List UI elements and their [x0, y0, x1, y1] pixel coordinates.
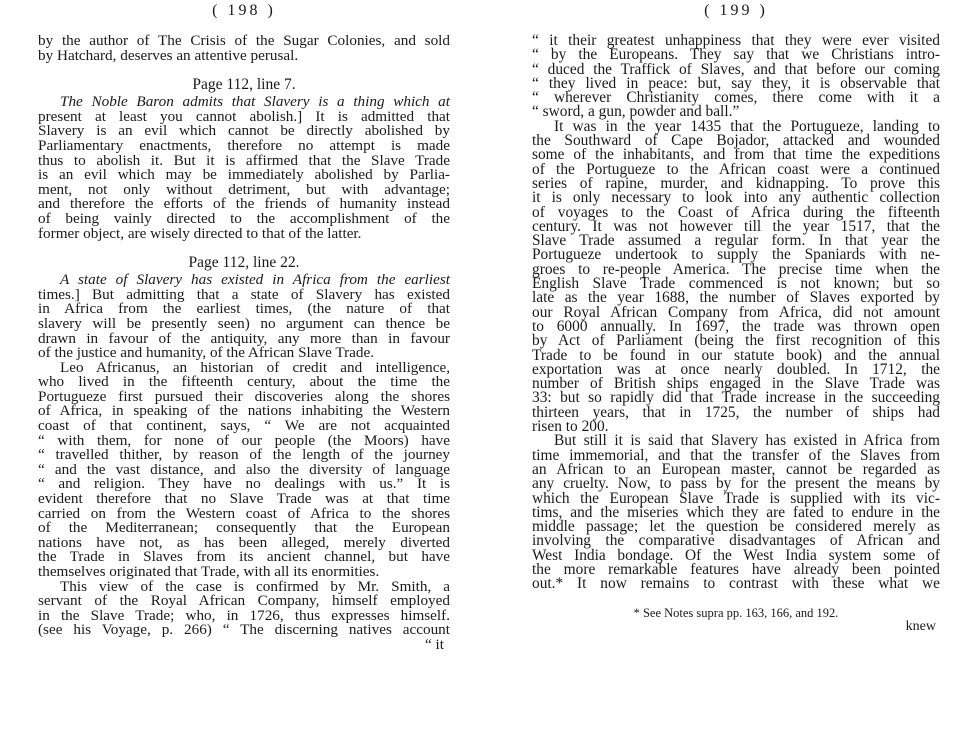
text-line: by Act of Parliament (being the first recognition of this — [532, 332, 940, 350]
text-line: English Slave Trade commenced is not known; but so — [532, 275, 940, 293]
intro-paragraph — [38, 34, 450, 63]
text-line: evident therefore that no Slave Trade was at that time — [38, 490, 450, 508]
text-line: our Royal African Company from Africa, did not amount — [532, 303, 940, 321]
text-line: (see his Voyage, p. 266) “ The discerning natives account — [38, 621, 450, 639]
text-line: of being vainly directed to the accomplishment of the — [38, 209, 450, 227]
text-line: of the Mediterranean; consequently that the European — [38, 519, 450, 537]
section-1-text — [38, 95, 450, 241]
text-line: which the European Slave Trade is supplied with its vic- — [532, 489, 940, 507]
catchword-right: knew — [905, 618, 936, 634]
catchword-left: “ it — [425, 635, 444, 653]
text-line: thirteen years, that in 1725, the number of ships had — [532, 403, 940, 421]
text-line: late as the year 1688, the number of Slaves exported by — [532, 289, 940, 307]
text-line: servant of the Royal African Company, himself employed — [38, 592, 450, 610]
text-line: of voyages to the Coast of Africa during the fifteenth — [532, 203, 940, 221]
section-heading-1: Page 112, line 7. — [192, 76, 296, 94]
text-line: carried on from the Western coast of Africa to the shores — [38, 504, 450, 522]
text-line: “ by the Europeans. They say that we Christians intro- — [532, 46, 940, 64]
text-line: nations have not, as has been alleged, merely diverted — [38, 533, 450, 551]
text-line: Slave Trade assumed a regular form. In that year the — [532, 232, 940, 250]
text-line: tims, and the miseries which they are fated to endure in the — [532, 503, 940, 521]
text-line: middle passage; let the question be considered merely as — [532, 518, 940, 536]
text-line: time immemorial, and that the transfer of the Slaves from — [532, 446, 940, 464]
text-line: involving the comparative disadvantages of African and — [532, 532, 940, 550]
text-line: “ sword, a gun, powder and ball.” — [532, 103, 740, 121]
text-line: an African to an European master, cannot be regarded as — [532, 460, 940, 478]
text-line: it is only necessary to look into any authentic collection — [532, 189, 940, 207]
left-page — [38, 0, 450, 749]
text-line: “ with them, for none of our people (the Moors) have — [38, 431, 450, 449]
text-line: of the Portugueze to the African coast were a continued — [532, 160, 940, 178]
text-line: the Trade in Slaves from its ancient channel, but have — [38, 548, 450, 566]
text-line: in Africa from the earliest times, (the nature of that — [38, 300, 450, 318]
text-line: present at least you cannot abolish.] It is admitted that — [38, 107, 450, 125]
page-number-right: ( 199 ) — [704, 2, 768, 19]
text-line: “ they lived in peace: but, say they, it is observable that — [532, 74, 940, 92]
text-line: The Noble Baron admits that Slavery is a thing which at — [60, 93, 450, 111]
text-line: Portugueze first pursued their discoveries along the shores — [38, 387, 450, 405]
text-line: groes to re-people America. The precise time when the — [532, 260, 940, 278]
text-line: “ and religion. They have no dealings with us.” It is — [38, 475, 450, 493]
text-line: West India bondage. Of the West India system some of — [532, 546, 940, 564]
section-heading-2: Page 112, line 22. — [188, 254, 300, 272]
text-line: of Africa, in speaking of the nations inhabiting the Western — [38, 402, 450, 420]
text-line: Trade to be found in our statute book) and the annual — [532, 346, 940, 364]
text-line: former object, are wisely directed to that of the latter. — [38, 224, 362, 242]
text-line: ment, not only without detriment, but with advantage; — [38, 180, 450, 198]
text-line: series of rapine, murder, and kidnapping. To prove this — [532, 174, 940, 192]
right-page — [532, 0, 940, 749]
text-line: by the author of The Crisis of the Sugar Colonies, and sold — [38, 32, 450, 49]
text-line: the Southward of Cape Bojador, attacked and wounded — [532, 132, 940, 150]
text-line: coast of that continent, says, “ We are not acquainted — [38, 417, 450, 435]
text-line: But still it is said that Slavery has existed in Africa from — [554, 432, 940, 450]
text-line: “ travelled thither, by reason of the length of the journey — [38, 446, 450, 464]
text-line: century. It was not however till the year 1517, that the — [532, 217, 940, 235]
text-line: “ it their greatest unhappiness that they were ever visited — [532, 32, 940, 49]
text-line: by Hatchard, deserves an attentive perusal. — [38, 46, 299, 64]
text-line: some of the inhabitants, and from that time the expeditions — [532, 146, 940, 164]
text-line: “ duced the Traffick of Slaves, and that before our coming — [532, 60, 940, 78]
text-line: to 6000 annually. In 1697, the trade was thrown open — [532, 317, 940, 335]
text-line: Leo Africanus, an historian of credit and intelligence, — [60, 358, 450, 376]
text-line: thus to abolish it. But it is affirmed that the Slave Trade — [38, 151, 450, 169]
text-line: who lived in the fifteenth century, about the time the — [38, 373, 450, 391]
footnote: * See Notes supra pp. 163, 166, and 192. — [633, 605, 839, 620]
text-line: Portugueze undertook to supply the Spaniards with ne- — [532, 246, 940, 264]
text-line: number of British ships engaged in the Slave Trade was — [532, 375, 940, 393]
section-2-text — [38, 273, 450, 652]
text-line: Slavery is an evil which cannot be directly abolished by — [38, 122, 450, 140]
text-line: This view of the case is confirmed by Mr. Smith, a — [60, 577, 450, 595]
text-line: themselves originated that Trade, with all its enormities. — [38, 563, 380, 580]
text-line: “ and the vast distance, and also the diversity of language — [38, 460, 450, 478]
text-line: slavery will be presently seen) no argument can thence be — [38, 314, 450, 332]
text-line: “ wherever Christianity comes, there come with it a — [532, 89, 940, 107]
text-line: A state of Slavery has existed in Africa from the earliest — [60, 271, 450, 289]
text-line: 33: but so rapidly did that Trade increase in the succeeding — [532, 389, 940, 407]
text-line: drawn in favour of the antiquity, any more than in favour — [38, 329, 450, 347]
text-line: It was in the year 1435 that the Portugueze, landing to — [554, 117, 940, 135]
text-line: and therefore the efforts of the friends of humanity instead — [38, 195, 450, 213]
page-number-left: ( 198 ) — [212, 2, 276, 19]
text-line: risen to 200. — [532, 418, 609, 436]
text-line: out.* It now remains to contrast with these what we — [532, 575, 940, 593]
text-line: times.] But admitting that a state of Slavery has existed — [38, 285, 450, 303]
text-line: Parliamentary enactments, therefore no attempt is made — [38, 136, 450, 154]
text-line: of the justice and humanity, of the African Slave Trade. — [38, 344, 375, 362]
text-line: any cruelty. Now, to pass by for the present the means by — [532, 475, 940, 493]
text-line: is an evil which may be immediately abolished by Parlia- — [38, 166, 450, 184]
text-line: the more remarkable features have already been pointed — [532, 560, 940, 578]
text-line: exportation was at once nearly doubled. In 1712, the — [532, 360, 940, 378]
text-line: in the Slave Trade; who, in 1726, thus expresses himself. — [38, 606, 450, 624]
right-page-text — [532, 34, 940, 592]
